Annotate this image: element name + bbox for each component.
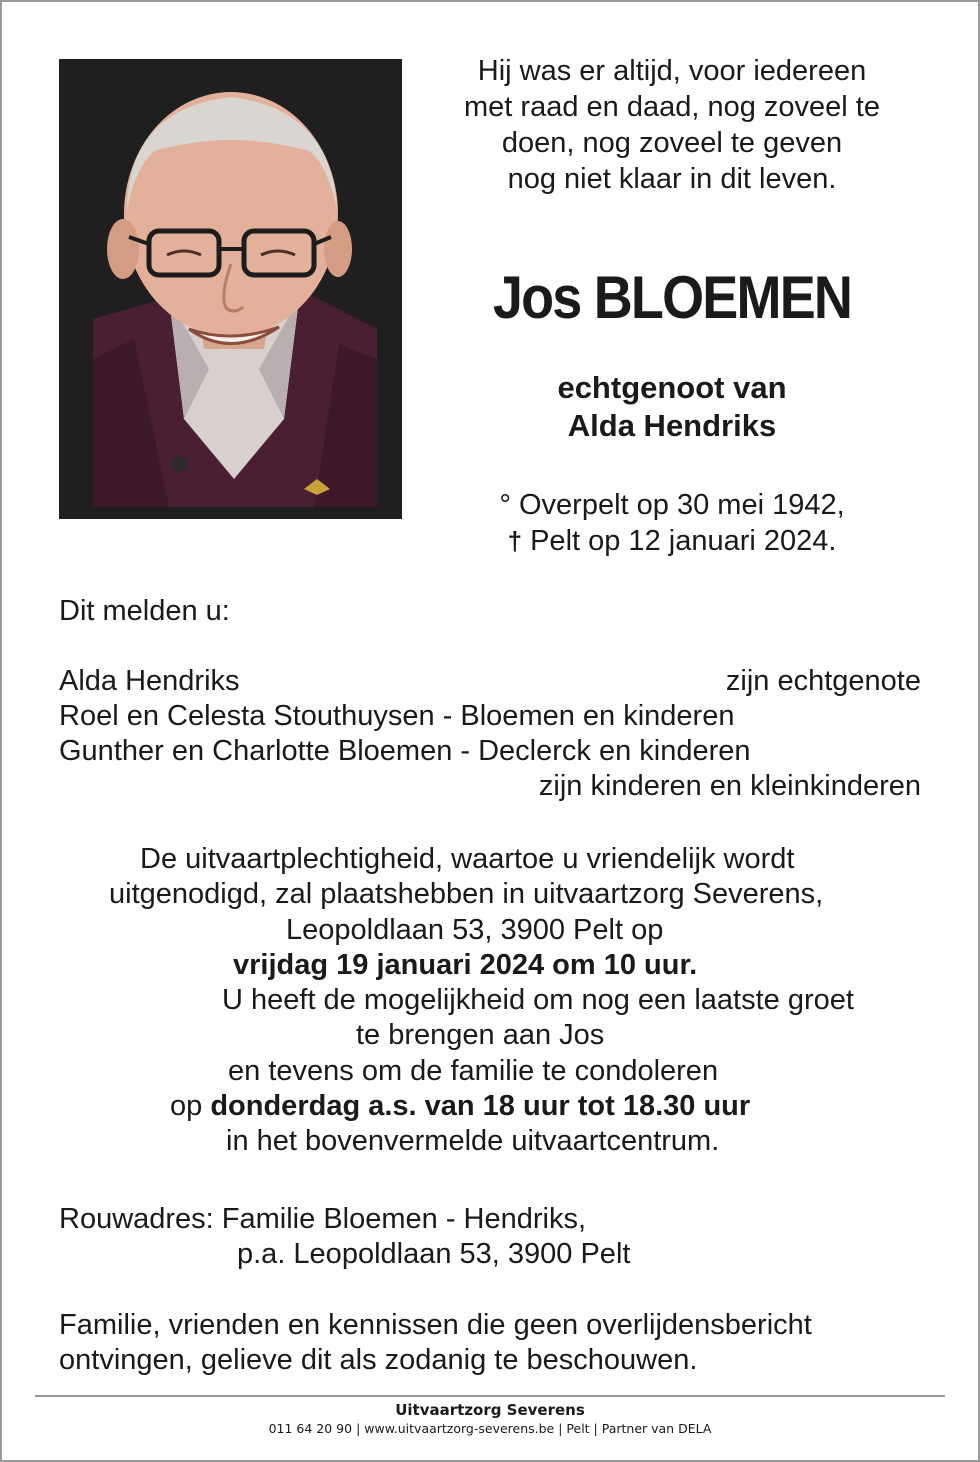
family-row bbox=[59, 769, 921, 804]
memorial-poem bbox=[412, 53, 932, 197]
family-row bbox=[59, 734, 921, 769]
footer-contact: 011 64 20 90 | www.uitvaartzorg-severens.be | Pelt | Partner van DELA bbox=[268, 1421, 712, 1436]
funeral-line: Leopoldlaan 53, 3900 Pelt op bbox=[286, 913, 664, 946]
poem-line: Hij was er altijd, voor iedereen bbox=[477, 55, 867, 87]
funeral-details bbox=[59, 842, 921, 1160]
death-text: Pelt op 12 januari 2024. bbox=[530, 525, 837, 557]
visitation-time: donderdag a.s. van 18 uur tot 18.30 uur bbox=[210, 1090, 751, 1123]
cross-icon: † bbox=[507, 526, 523, 556]
visitation-prefix: op bbox=[170, 1090, 203, 1123]
funeral-line: U heeft de mogelijkheid om nog een laatste groet bbox=[222, 984, 854, 1017]
closing-line: Familie, vrienden en kennissen die geen overlijdensbericht bbox=[59, 1309, 812, 1341]
footer-divider bbox=[35, 1395, 945, 1397]
family-member: Roel en Celesta Stouthuysen - Bloemen en kinderen bbox=[59, 700, 735, 732]
mourning-address-label: Rouwadres: Familie Bloemen - Hendriks, bbox=[59, 1203, 587, 1235]
family-relation: zijn echtgenote bbox=[725, 665, 921, 697]
funeral-line: in het bovenvermelde uitvaartcentrum. bbox=[226, 1125, 720, 1158]
funeral-line: en tevens om de familie te condoleren bbox=[228, 1054, 719, 1087]
death-line bbox=[412, 523, 932, 559]
deceased-name: Jos BLOEMEN bbox=[492, 264, 852, 331]
family-row bbox=[59, 664, 921, 699]
family-row bbox=[59, 699, 921, 734]
funeral-line: De uitvaartplechtigheid, waartoe u vriendelijk wordt bbox=[140, 843, 795, 875]
spouse-block bbox=[412, 369, 932, 445]
life-dates bbox=[412, 487, 932, 559]
funeral-line: te brengen aan Jos bbox=[356, 1019, 605, 1052]
closing-note bbox=[59, 1308, 812, 1378]
poem-line: nog niet klaar in dit leven. bbox=[507, 163, 837, 195]
footer-company: Uitvaartzorg Severens bbox=[395, 1401, 585, 1419]
spouse-name: Alda Hendriks bbox=[567, 408, 777, 443]
funeral-date: vrijdag 19 januari 2024 om 10 uur. bbox=[233, 948, 698, 981]
portrait-photo bbox=[59, 59, 402, 519]
family-member: Gunther en Charlotte Bloemen - Declerck en kinderen bbox=[59, 735, 751, 767]
poem-line: met raad en daad, nog zoveel te bbox=[464, 91, 880, 123]
birth-line: ° Overpelt op 30 mei 1942, bbox=[499, 489, 845, 521]
family-list bbox=[59, 664, 921, 804]
mourning-address: p.a. Leopoldlaan 53, 3900 Pelt bbox=[237, 1238, 631, 1270]
funeral-line: uitgenodigd, zal plaatshebben in uitvaartzorg Severens, bbox=[109, 878, 824, 911]
funeral-line-prefix bbox=[170, 1089, 750, 1124]
poem-line: doen, nog zoveel te geven bbox=[501, 127, 843, 159]
closing-line: ontvingen, gelieve dit als zodanig te beschouwen. bbox=[59, 1344, 698, 1376]
announcement-text: Dit melden u: bbox=[59, 595, 230, 627]
relation-label: echtgenoot van bbox=[557, 370, 787, 405]
family-relation: zijn kinderen en kleinkinderen bbox=[538, 770, 921, 802]
family-member: Alda Hendriks bbox=[59, 665, 240, 697]
